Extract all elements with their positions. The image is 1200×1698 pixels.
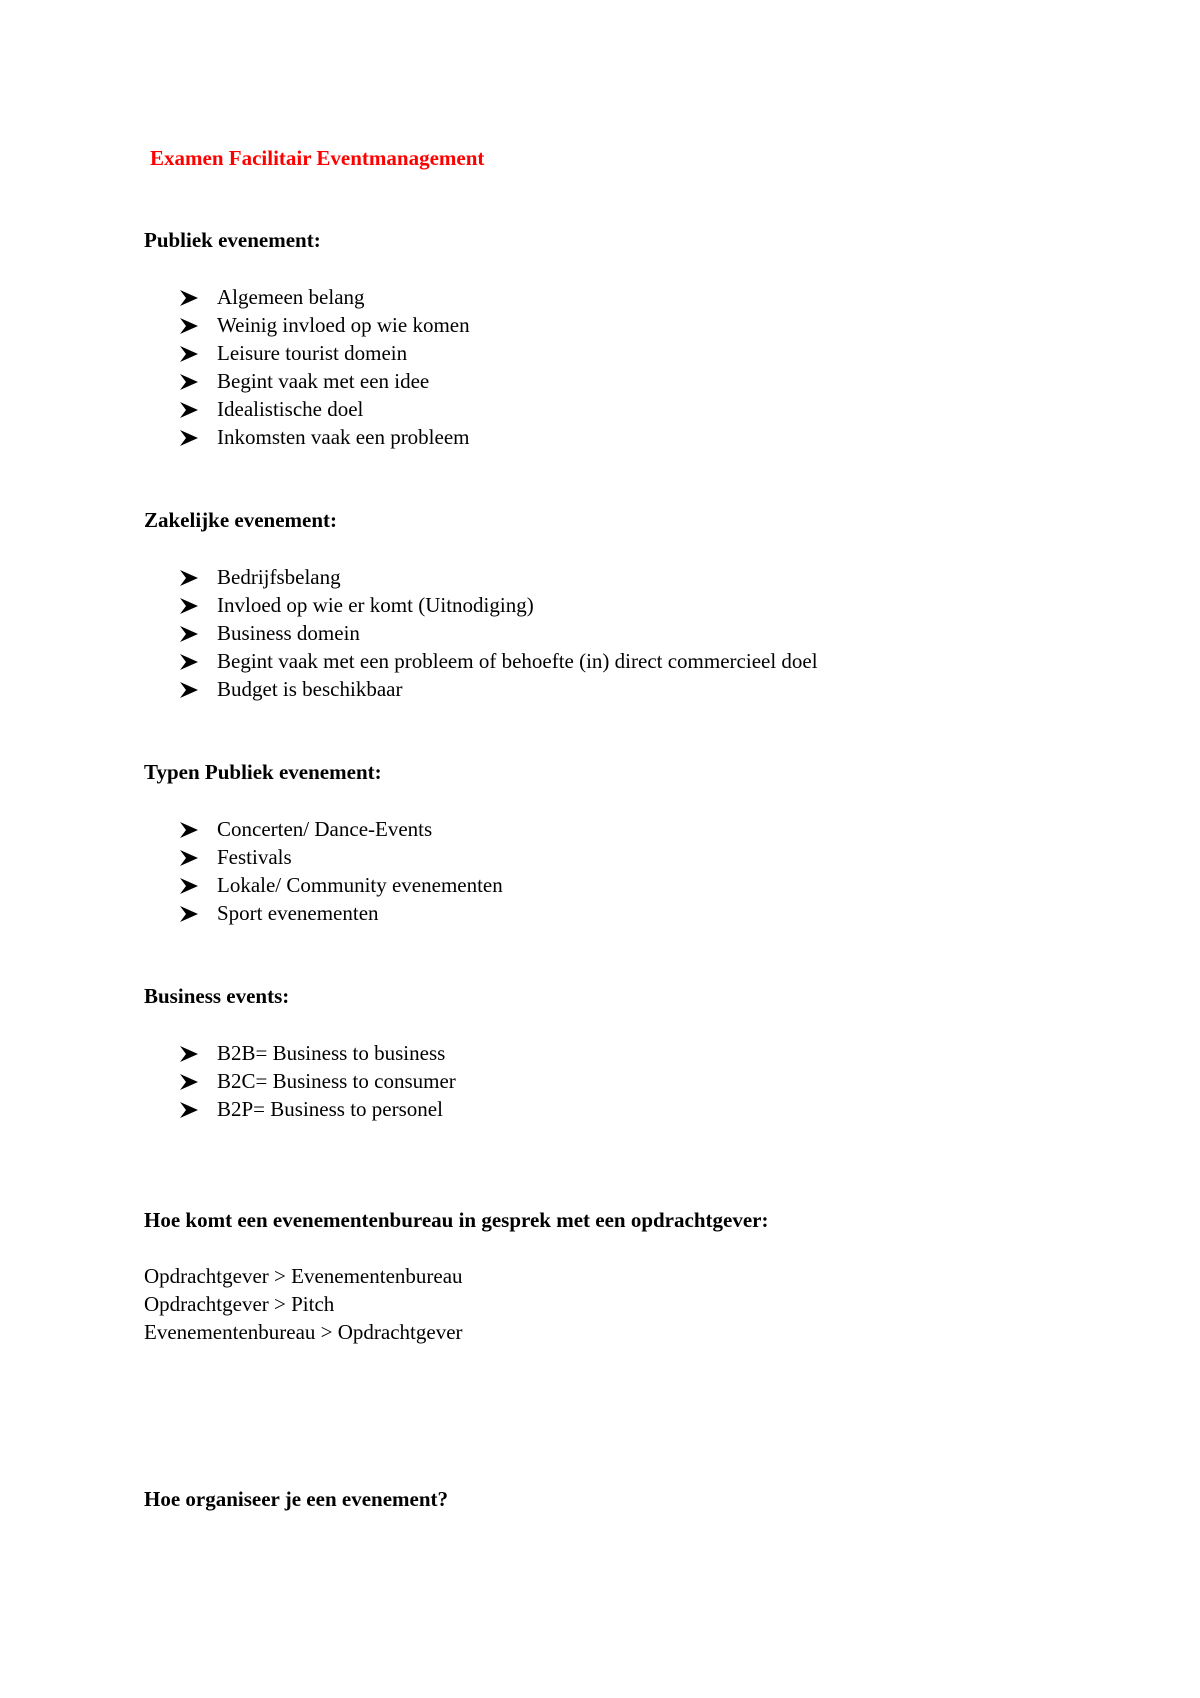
arrowhead-bullet-icon bbox=[180, 570, 198, 586]
arrowhead-bullet-icon bbox=[180, 1102, 198, 1118]
list-item: Festivals bbox=[180, 843, 503, 871]
list-item: Algemeen belang bbox=[180, 283, 470, 311]
section-heading-publiek: Publiek evenement: bbox=[144, 228, 321, 252]
list-item: Bedrijfsbelang bbox=[180, 563, 818, 591]
lines-opdrachtgever bbox=[144, 1262, 463, 1346]
arrowhead-bullet-icon bbox=[180, 822, 198, 838]
text-line: Opdrachtgever > Evenementenbureau bbox=[144, 1264, 463, 1288]
list-item: Weinig invloed op wie komen bbox=[180, 311, 470, 339]
arrowhead-bullet-icon bbox=[180, 1046, 198, 1062]
list-item: B2B= Business to business bbox=[180, 1039, 456, 1067]
list-item: Begint vaak met een idee bbox=[180, 367, 470, 395]
list-item: B2P= Business to personel bbox=[180, 1095, 456, 1123]
list-item: Invloed op wie er komt (Uitnodiging) bbox=[180, 591, 818, 619]
list-item: Lokale/ Community evenementen bbox=[180, 871, 503, 899]
arrowhead-bullet-icon bbox=[180, 878, 198, 894]
list-business bbox=[180, 1039, 456, 1123]
list-item: Business domein bbox=[180, 619, 818, 647]
arrowhead-bullet-icon bbox=[180, 402, 198, 418]
arrowhead-bullet-icon bbox=[180, 430, 198, 446]
list-item: Idealistische doel bbox=[180, 395, 470, 423]
arrowhead-bullet-icon bbox=[180, 318, 198, 334]
list-item: Sport evenementen bbox=[180, 899, 503, 927]
text-line: Evenementenbureau > Opdrachtgever bbox=[144, 1320, 463, 1344]
list-item: B2C= Business to consumer bbox=[180, 1067, 456, 1095]
list-publiek bbox=[180, 283, 470, 451]
arrowhead-bullet-icon bbox=[180, 290, 198, 306]
list-item: Inkomsten vaak een probleem bbox=[180, 423, 470, 451]
list-item: Leisure tourist domein bbox=[180, 339, 470, 367]
arrowhead-bullet-icon bbox=[180, 682, 198, 698]
section-heading-organiseer: Hoe organiseer je een evenement? bbox=[144, 1487, 449, 1511]
arrowhead-bullet-icon bbox=[180, 346, 198, 362]
section-heading-opdrachtgever: Hoe komt een evenementenbureau in gesprek met een opdrachtgever: bbox=[144, 1208, 769, 1232]
arrowhead-bullet-icon bbox=[180, 374, 198, 390]
list-item: Concerten/ Dance-Events bbox=[180, 815, 503, 843]
arrowhead-bullet-icon bbox=[180, 598, 198, 614]
arrowhead-bullet-icon bbox=[180, 1074, 198, 1090]
document-title: Examen Facilitair Eventmanagement bbox=[150, 146, 485, 170]
arrowhead-bullet-icon bbox=[180, 850, 198, 866]
section-heading-zakelijk: Zakelijke evenement: bbox=[144, 508, 338, 532]
text-line: Opdrachtgever > Pitch bbox=[144, 1292, 335, 1316]
list-item: Begint vaak met een probleem of behoefte (in) direct commercieel doel bbox=[180, 647, 818, 675]
list-zakelijk bbox=[180, 563, 818, 703]
arrowhead-bullet-icon bbox=[180, 906, 198, 922]
arrowhead-bullet-icon bbox=[180, 626, 198, 642]
section-heading-business: Business events: bbox=[144, 984, 290, 1008]
arrowhead-bullet-icon bbox=[180, 654, 198, 670]
section-heading-typen: Typen Publiek evenement: bbox=[144, 760, 382, 784]
list-item: Budget is beschikbaar bbox=[180, 675, 818, 703]
list-typen bbox=[180, 815, 503, 927]
